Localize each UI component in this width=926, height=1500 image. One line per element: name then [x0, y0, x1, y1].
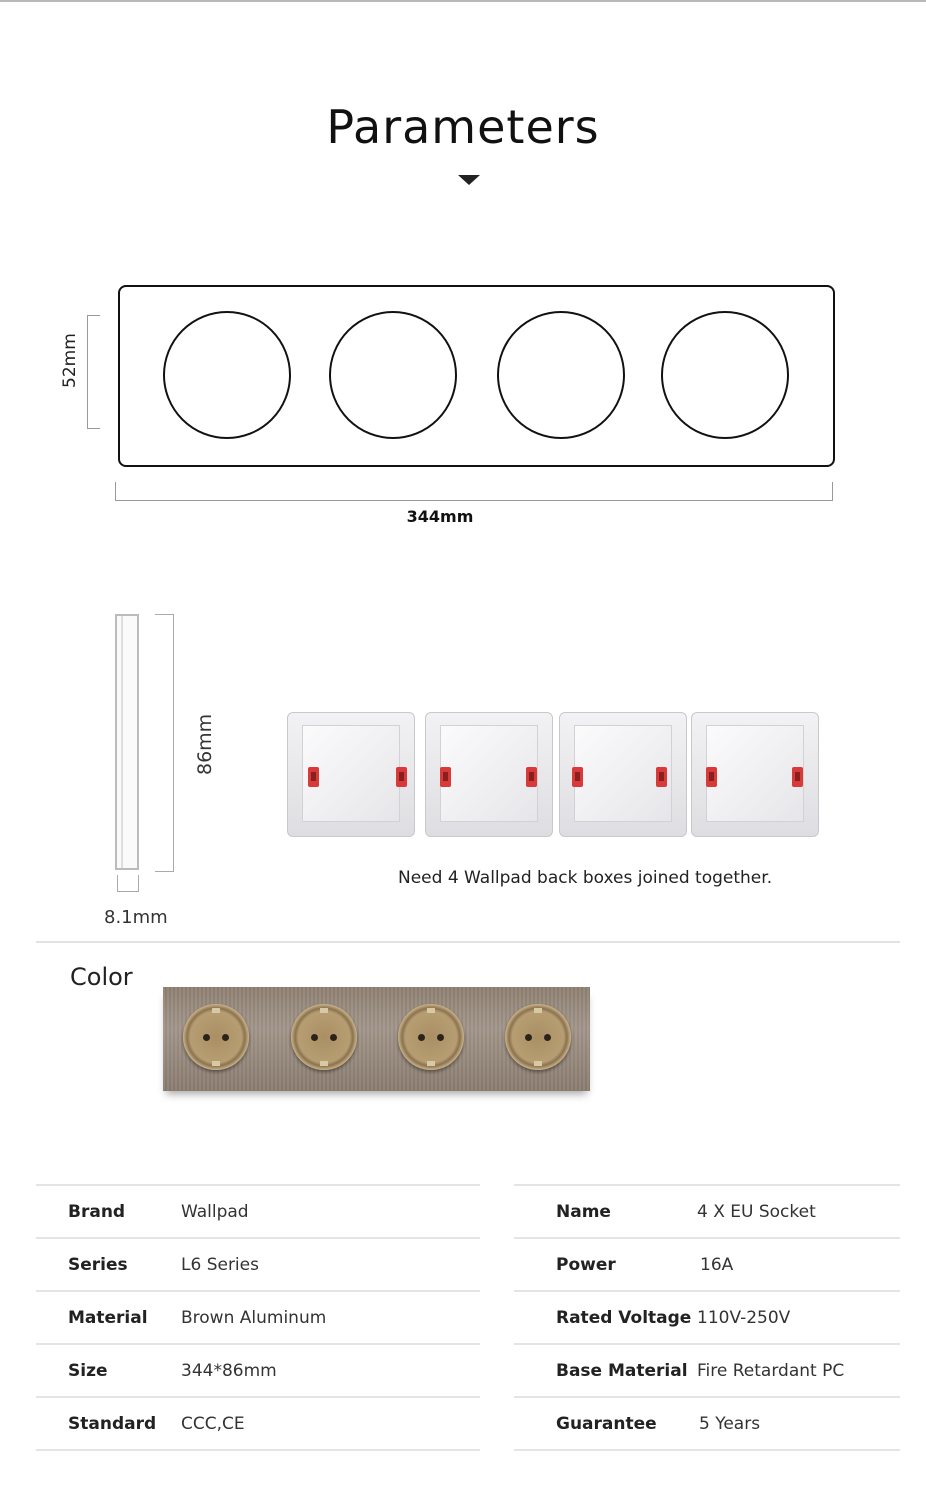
eu-socket-icon — [505, 1004, 571, 1070]
spec-value: Wallpad — [181, 1202, 249, 1222]
spec-row — [514, 1292, 900, 1345]
depth-dimension-line — [117, 875, 139, 892]
spec-value: L6 Series — [181, 1255, 259, 1275]
eu-socket-icon — [183, 1004, 249, 1070]
outlet-circle — [497, 311, 625, 439]
spec-table-right — [514, 1184, 900, 1451]
back-box — [425, 712, 553, 837]
spec-key: Size — [68, 1361, 108, 1381]
page-title: Parameters — [326, 100, 600, 154]
back-box — [287, 712, 415, 837]
spec-key: Standard — [68, 1414, 157, 1434]
outlet-circle — [661, 311, 789, 439]
back-box — [559, 712, 687, 837]
spec-row — [36, 1292, 480, 1345]
side-profile-plate — [115, 614, 139, 870]
spec-table-left — [36, 1184, 480, 1451]
outlet-circle — [329, 311, 457, 439]
eu-socket-icon — [398, 1004, 464, 1070]
spec-key: Series — [68, 1255, 128, 1275]
spec-value: Fire Retardant PC — [697, 1361, 845, 1381]
spec-key: Material — [68, 1308, 148, 1328]
eu-socket-icon — [291, 1004, 357, 1070]
back-boxes-image — [287, 712, 827, 840]
spec-row — [36, 1398, 480, 1451]
width-dimension-label: 344mm — [406, 507, 474, 526]
spec-key: Name — [556, 1202, 611, 1222]
side-height-dimension-line — [155, 614, 174, 872]
spec-row — [36, 1345, 480, 1398]
spec-value: Brown Aluminum — [181, 1308, 327, 1328]
back-box — [691, 712, 819, 837]
spec-value: 16A — [700, 1255, 734, 1275]
height-dimension-line — [87, 315, 100, 429]
spec-key: Base Material — [556, 1361, 688, 1381]
front-panel-outline — [118, 285, 835, 467]
spec-row — [514, 1186, 900, 1239]
width-dimension-line — [115, 482, 833, 501]
spec-row — [514, 1398, 900, 1451]
spec-key: Power — [556, 1255, 616, 1275]
spec-row — [514, 1239, 900, 1292]
spec-value: 5 Years — [699, 1414, 761, 1434]
color-label: Color — [70, 963, 133, 991]
depth-label: 8.1mm — [104, 907, 168, 928]
section-divider — [36, 941, 900, 943]
spec-value: 4 X EU Socket — [697, 1202, 816, 1222]
height-dimension-label: 52mm — [60, 333, 80, 388]
caret-down-icon — [458, 175, 480, 185]
spec-row — [514, 1345, 900, 1398]
brown-socket-panel-image — [163, 987, 590, 1091]
spec-key: Brand — [68, 1202, 126, 1222]
outlet-circle — [163, 311, 291, 439]
top-border-line — [0, 0, 926, 2]
back-box-note: Need 4 Wallpad back boxes joined together. — [398, 868, 773, 888]
spec-value: CCC,CE — [181, 1414, 245, 1434]
spec-row — [36, 1239, 480, 1292]
spec-value: 110V-250V — [697, 1308, 791, 1328]
spec-row — [36, 1186, 480, 1239]
spec-key: Guarantee — [556, 1414, 657, 1434]
spec-value: 344*86mm — [181, 1361, 277, 1381]
side-height-label: 86mm — [194, 713, 216, 775]
spec-key: Rated Voltage — [556, 1308, 692, 1328]
